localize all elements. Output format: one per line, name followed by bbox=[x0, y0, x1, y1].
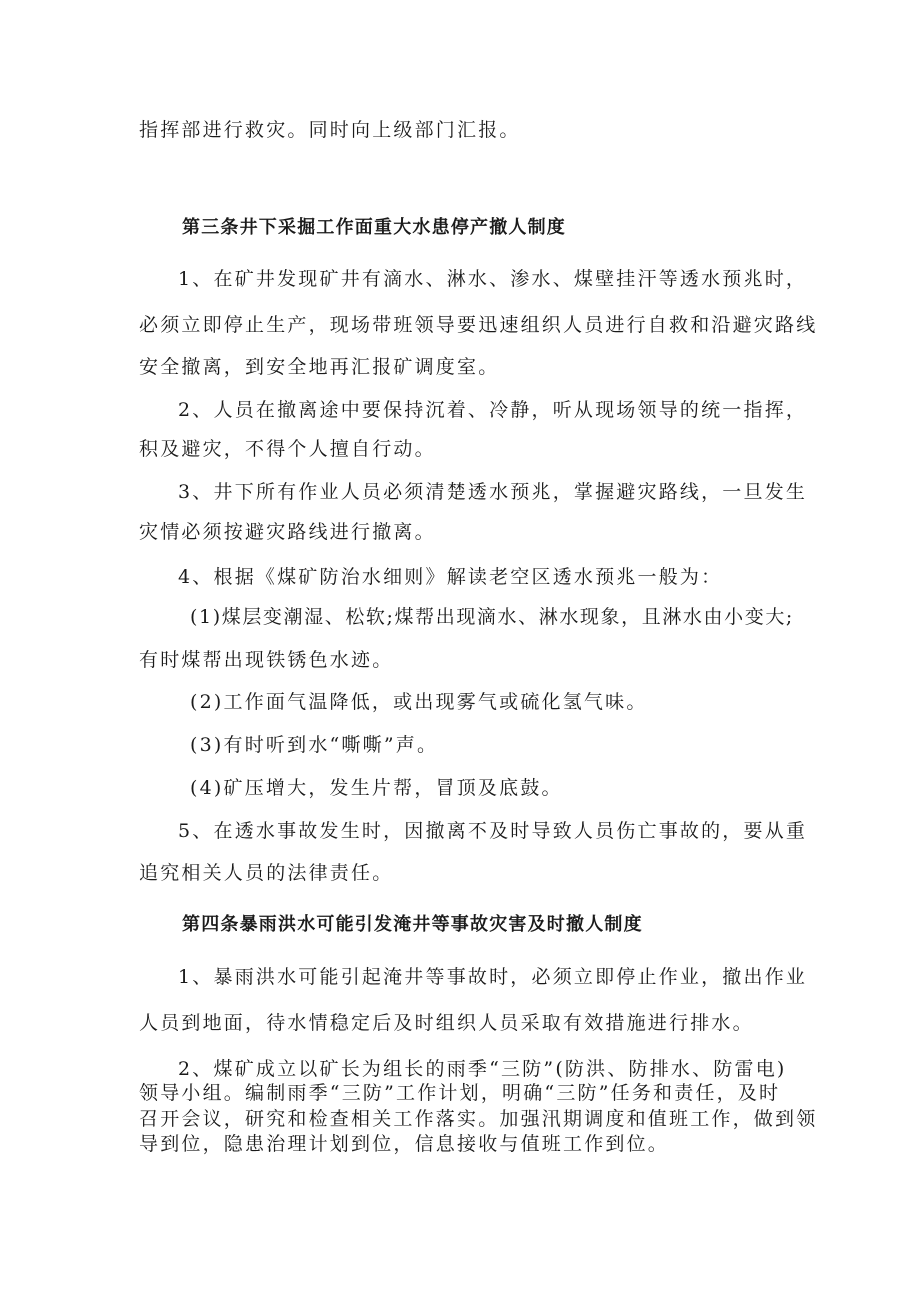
article4-p2-line3: 召开会议，研究和检查相关工作落实。加强汛期调度和值班工作，做到领 bbox=[139, 1108, 818, 1130]
article3-sub3: (3)有时听到水“嘶嘶”声。 bbox=[190, 734, 439, 756]
intro-line: 指挥部进行救灾。同时向上级部门汇报。 bbox=[139, 119, 521, 141]
article3-p5-line2: 追究相关人员的法律责任。 bbox=[139, 862, 394, 884]
article3-sub2: (2)工作面气温降低，或出现雾气或硫化氢气味。 bbox=[190, 691, 648, 713]
article3-p3-line1: 3、井下所有作业人员必须清楚透水预兆，掌握避灾路线，一旦发生 bbox=[178, 481, 808, 503]
article3-p1-line3: 安全撤离，到安全地再汇报矿调度室。 bbox=[139, 356, 500, 378]
article3-sub1-line1: (1)煤层变潮湿、松软;煤帮出现滴水、淋水现象，且淋水由小变大; bbox=[190, 606, 794, 628]
article3-p4-line1: 4、根据《煤矿防治水细则》解读老空区透水预兆一般为： bbox=[178, 566, 723, 588]
article3-p1-line2: 必须立即停止生产，现场带班领导要迅速组织人员进行自救和沿避灾路线 bbox=[139, 314, 818, 336]
article4-p2-line1: 2、煤矿成立以矿长为组长的雨季“三防”(防洪、防排水、防雷电) bbox=[178, 1058, 787, 1080]
article3-sub1-line2: 有时煤帮出现铁锈色水迹。 bbox=[139, 649, 394, 671]
article4-heading: 第四条暴雨洪水可能引发淹井等事故灾害及时撤人制度 bbox=[182, 914, 643, 935]
article3-p3-line2: 灾情必须按避灾路线进行撤离。 bbox=[139, 521, 436, 543]
article4-p1-line1: 1、暴雨洪水可能引起淹井等事故时，必须立即停止作业，撤出作业 bbox=[178, 966, 808, 988]
article3-p2-line2: 积及避灾，不得个人擅自行动。 bbox=[139, 438, 436, 460]
article3-p5-line1: 5、在透水事故发生时，因撤离不及时导致人员伤亡事故的，要从重 bbox=[178, 820, 808, 842]
article3-p1-line1: 1、在矿井发现矿井有滴水、淋水、渗水、煤壁挂汗等透水预兆时， bbox=[178, 268, 808, 290]
article4-p2-line2: 领导小组。编制雨季“三防”工作计划，明确“三防”任务和责任，及时 bbox=[139, 1082, 781, 1104]
article3-heading: 第三条井下采掘工作面重大水患停产撤人制度 bbox=[182, 217, 566, 238]
article3-sub4: (4)矿压增大，发生片帮，冒顶及底鼓。 bbox=[190, 777, 563, 799]
article4-p1-line2: 人员到地面，待水情稳定后及时组织人员采取有效措施进行排水。 bbox=[139, 1012, 754, 1034]
article3-p2-line1: 2、人员在撤离途中要保持沉着、冷静，听从现场领导的统一指挥， bbox=[178, 399, 808, 421]
article4-p2-line4: 导到位，隐患治理计划到位，信息接收与值班工作到位。 bbox=[139, 1133, 670, 1155]
